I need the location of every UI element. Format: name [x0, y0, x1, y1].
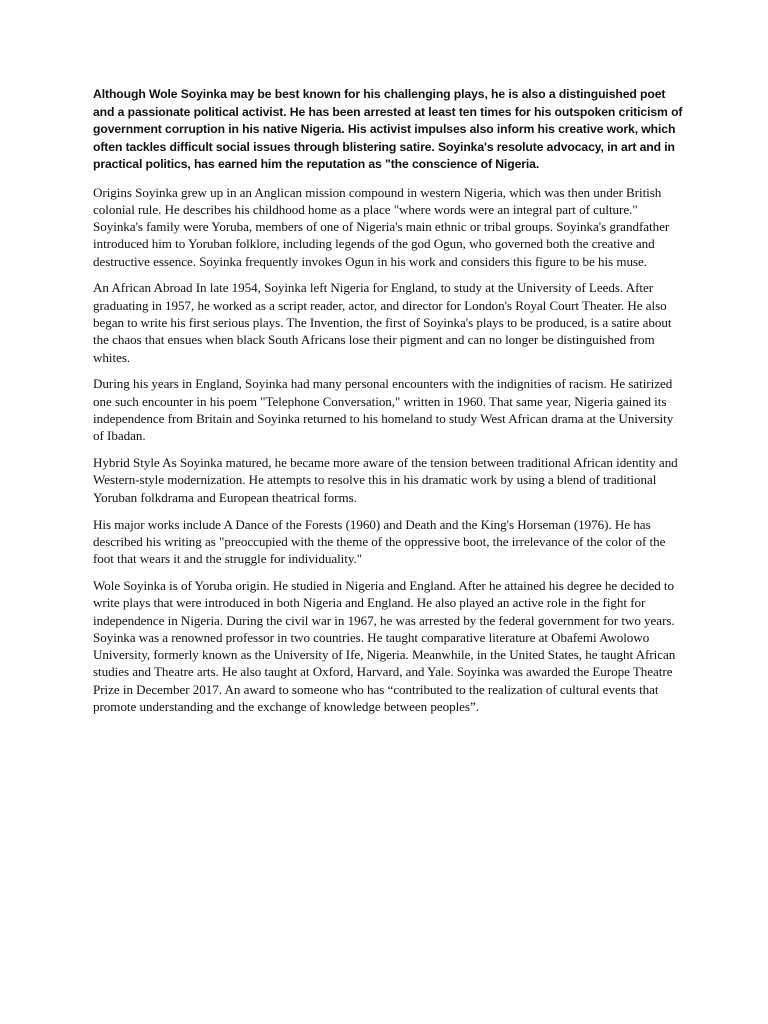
paragraph-major-works: His major works include A Dance of the Forests (1960) and Death and the King's Horseman (1976). He has described his writing as "preoccupied with the theme of the oppressive boot, the irrelevance of the color of the foot that wears it and the struggle for individuality.": [93, 516, 666, 567]
paragraph-origins: Origins Soyinka grew up in an Anglican mission compound in western Nigeria, which was then under British colonial rule. He describes his childhood home as a place "where words were an integral part of culture." Soyinka's family were Yoruba, members of one of Nigeria's main ethnic or tribal groups. Soyinka's grandfather introduced him to Yoruban folklore, including legends of the god Ogun, who governed both the creative and destructive essence. Soyinka frequently invokes Ogun in his work and considers this figure to be his muse.: [93, 184, 670, 269]
intro-paragraph: Although Wole Soyinka may be best known for his challenging plays, he is also a distinguished poet and a passionate political activist. He has been arrested at least ten times for his outspoken criticism of government corruption in his native Nigeria. His activist impulses also inform his creative work, which often tackles difficult social issues through blistering satire. Soyinka's resolute advocacy, in art and in practical politics, has earned him the reputation as "the conscience of Nigeria.: [93, 87, 683, 171]
document-body: [93, 86, 685, 715]
paragraph-hybrid-style: Hybrid Style As Soyinka matured, he became more aware of the tension between traditional African identity and Western-style modernization. He attempts to resolve this in his dramatic work by using a blend of traditional Yoruban folkdrama and European theatrical forms.: [93, 455, 678, 505]
paragraph-african-abroad: An African Abroad In late 1954, Soyinka left Nigeria for England, to study at the University of Leeds. After graduating in 1957, he worked as a script reader, actor, and director for London's Royal Court Theater. He also began to write his first serious plays. The Invention, the first of Soyinka's plays to be produced, is a satire about the chaos that ensues when black South Africans lose their pigment and can no longer be distinguished from whites.: [93, 280, 672, 365]
paragraph-biography-summary: Wole Soyinka is of Yoruba origin. He studied in Nigeria and England. After he attained his degree he decided to write plays that were introduced in both Nigeria and England. He also played an active role in the fight for independence in Nigeria. During the civil war in 1967, he was arrested by the federal government for two years. Soyinka was a renowned professor in two countries. He taught comparative literature at Obafemi Awolowo University, formerly known as the University of Ife, Nigeria. Meanwhile, in the United States, he taught African studies and Theatre arts. He also taught at Oxford, Harvard, and Yale. Soyinka was awarded the Europe Theatre Prize in December 2017. An award to someone who has “contributed to the realization of cultural events that promote understanding and the exchange of knowledge between peoples”.: [93, 577, 676, 715]
paragraph-years-in-england: During his years in England, Soyinka had many personal encounters with the indignities of racism. He satirized one such encounter in his poem "Telephone Conversation," written in 1960. That same year, Nigeria gained its independence from Britain and Soyinka returned to his homeland to study West African drama at the University of Ibadan.: [93, 376, 674, 444]
